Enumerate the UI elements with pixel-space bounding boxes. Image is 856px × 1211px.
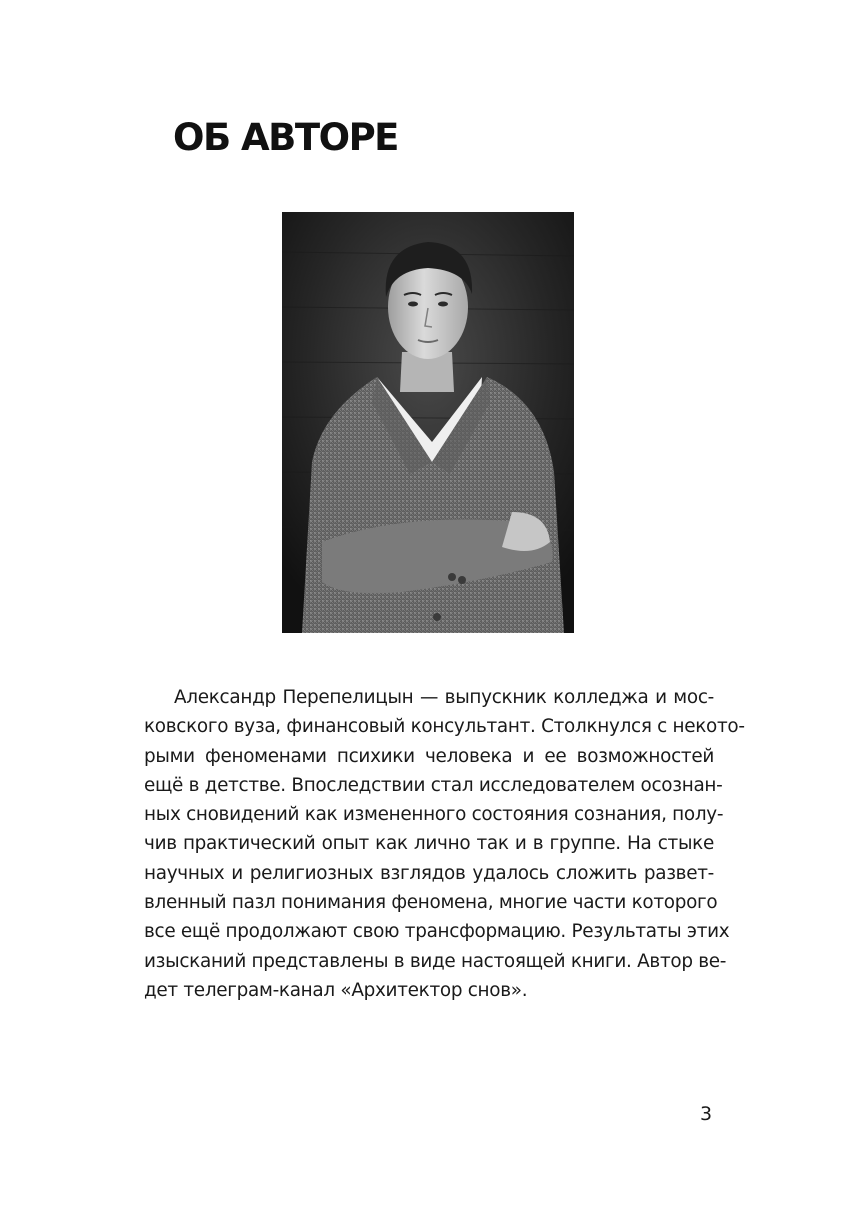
bio-line: научных и религиозных взглядов удалось сложить развет- — [144, 862, 714, 884]
bio-line: все ещё продолжают свою трансформацию. Результаты этих — [144, 921, 730, 943]
bio-line: ковского вуза, финансовый консультант. Столкнулся с некото- — [144, 716, 745, 738]
bio-line: дет телеграм-канал «Архитектор снов». — [144, 979, 528, 1001]
bio-line: ещё в детстве. Впоследствии стал исследователем осознан- — [144, 774, 723, 796]
page-number: 3 — [700, 1103, 713, 1125]
author-photo — [282, 212, 574, 633]
bio-line: чив практический опыт как лично так и в группе. На стыке — [144, 833, 714, 855]
bio-line: вленный пазл понимания феномена, многие части которого — [144, 892, 718, 914]
bio-line: ных сновидений как измененного состояния сознания, полу- — [144, 804, 724, 826]
bio-line: изысканий представлены в виде настоящей книги. Автор ве- — [144, 950, 727, 972]
author-bio — [144, 683, 745, 1005]
bio-line: Александр Перепелицын — выпускник колледжа и мос- — [174, 687, 714, 708]
page-title: ОБ АВТОРЕ — [173, 116, 398, 159]
bio-line: рыми феноменами психики человека и ее возможностей — [144, 745, 714, 767]
author-portrait-icon — [282, 212, 574, 633]
